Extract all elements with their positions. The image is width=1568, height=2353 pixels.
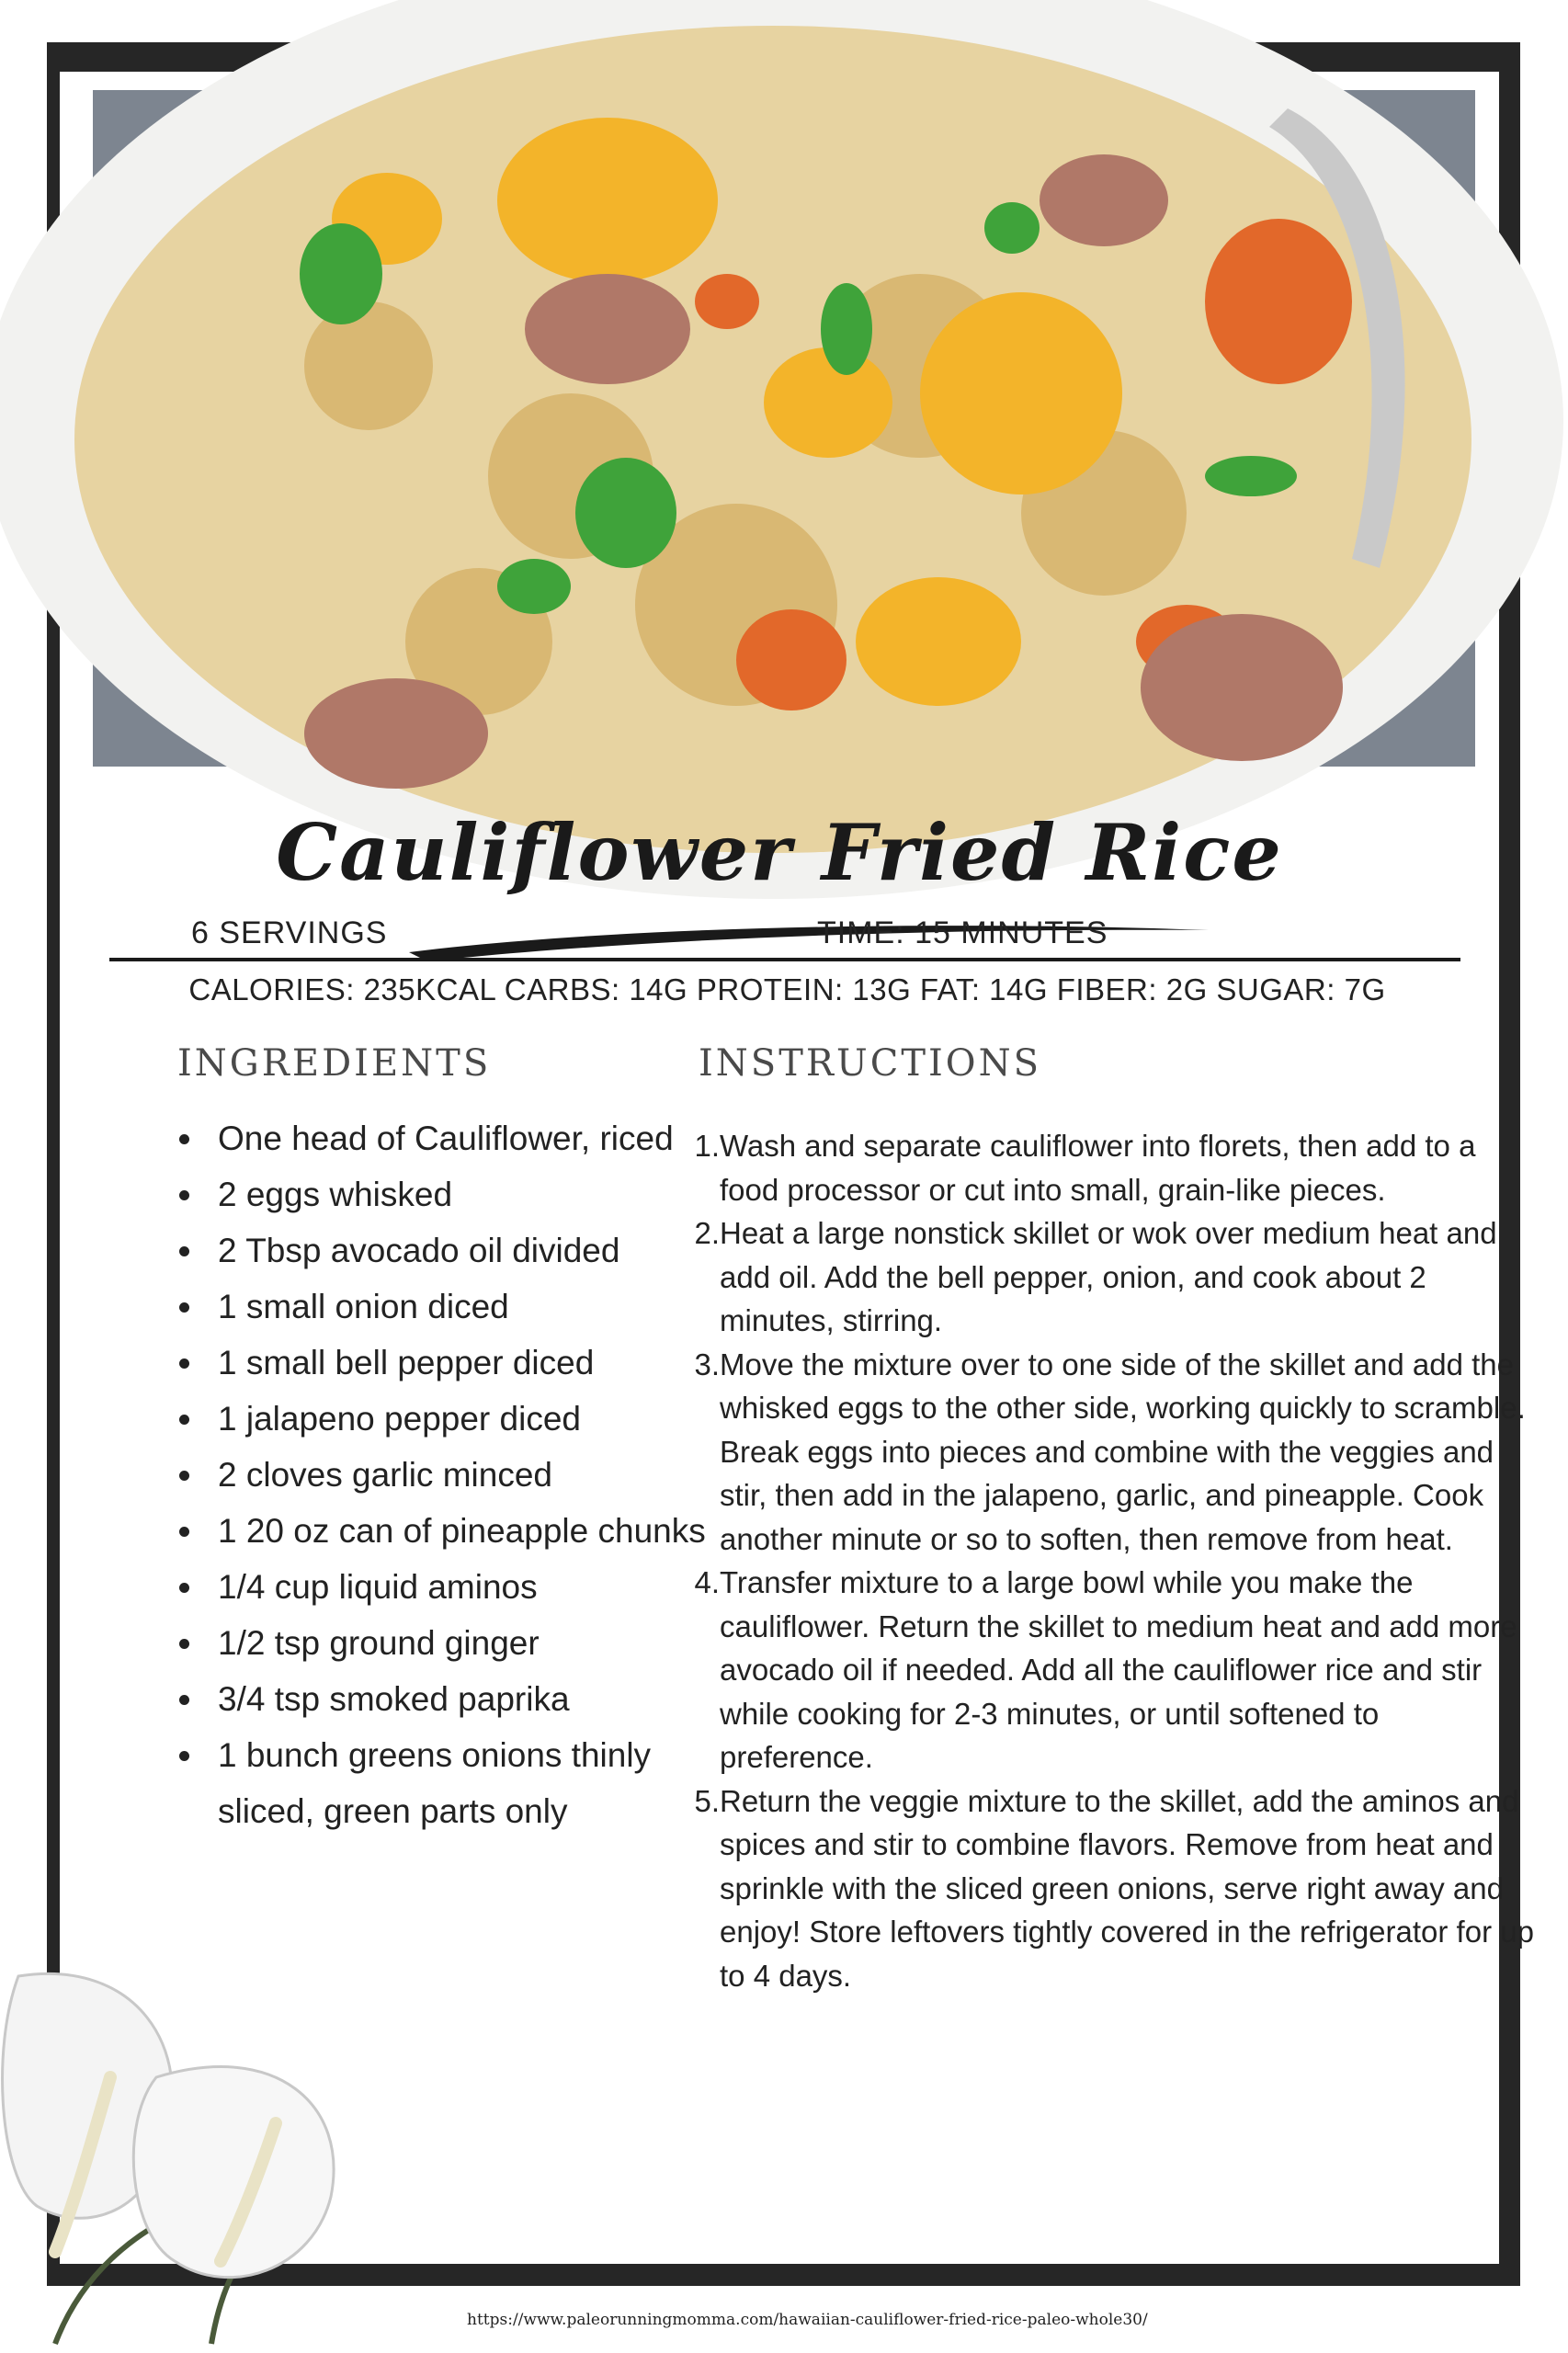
step-text: Move the mixture over to one side of the skillet and add the whisked eggs to the other side, working quickly to scramble. Break eggs into pieces and combine with the veggies and stir, then add in the jalapeno, garlic, and pineapple. Cook another minute or so to soften, then remove from heat. [720,1347,1526,1556]
anthurium-flower-decoration [0,1939,460,2353]
instructions-list [694,1124,1540,1997]
instruction-step [694,1124,1540,1211]
list-item: 1 small onion diced [170,1279,740,1335]
step-number: 5. [694,1783,720,1818]
step-text: Transfer mixture to a large bowl while you make the cauliflower. Return the skillet to medium heat and add more avocado oil if needed. Add all the cauliflower rice and stir while cooking for 2-3 minutes, or until softened to preference. [720,1565,1517,1774]
instruction-step [694,1779,1540,1998]
step-number: 1. [694,1129,720,1163]
recipe-photo [93,90,1475,767]
instruction-step [694,1211,1540,1343]
divider [109,958,1460,961]
list-item: 1 jalapeno pepper diced [170,1391,740,1447]
ingredients-heading: INGREDIENTS [177,1042,492,1085]
step-number: 4. [694,1565,720,1599]
list-item: 1/2 tsp ground ginger [170,1615,740,1671]
list-item: 2 cloves garlic minced [170,1447,740,1503]
step-text: Heat a large nonstick skillet or wok over medium heat and add oil. Add the bell pepper, onion, and cook about 2 minutes, stirring. [720,1216,1497,1337]
list-item: 1/4 cup liquid aminos [170,1559,740,1615]
list-item: 2 eggs whisked [170,1166,740,1222]
list-item: 1 small bell pepper diced [170,1335,740,1391]
list-item: 1 bunch greens onions thinly sliced, green parts only [170,1727,740,1839]
ingredients-list [170,1110,740,1839]
list-item: 3/4 tsp smoked paprika [170,1671,740,1727]
prep-time: TIME: 15 MINUTES [817,915,1108,950]
step-text: Wash and separate cauliflower into florets, then add to a food processor or cut into small, grain-like pieces. [720,1129,1476,1207]
recipe-card [60,72,1534,2329]
instruction-step [694,1343,1540,1562]
list-item: One head of Cauliflower, riced [170,1110,740,1166]
step-number: 3. [694,1347,720,1381]
list-item: 1 20 oz can of pineapple chunks [170,1503,740,1559]
nutrition-facts: CALORIES: 235KCAL CARBS: 14G PROTEIN: 13G FAT: 14G FIBER: 2G SUGAR: 7G [188,972,1386,1006]
list-item: 2 Tbsp avocado oil divided [170,1222,740,1279]
servings: 6 SERVINGS [191,915,388,950]
instruction-step [694,1561,1540,1779]
step-text: Return the veggie mixture to the skillet, add the aminos and spices and stir to combine flavors. Remove from heat and sprinkle with the sliced green onions, serve right away and enjoy! Store leftovers tightly covered in the refrigerator for up to 4 days. [720,1783,1534,1993]
source-url[interactable]: https://www.paleorunningmomma.com/hawaiian-cauliflower-fried-rice-paleo-whole30/ [467,2311,1148,2329]
recipe-title: Cauliflower Fried Rice [276,807,1283,898]
step-number: 2. [694,1216,720,1250]
instructions-heading: INSTRUCTIONS [699,1042,1041,1085]
